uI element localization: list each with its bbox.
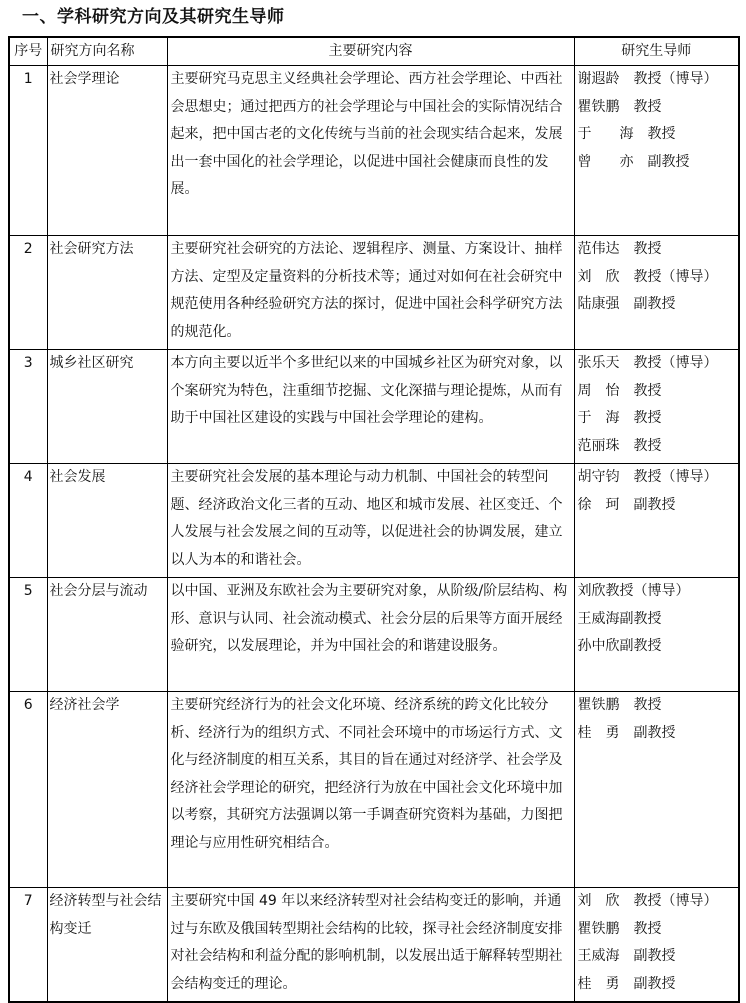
advisor-entry: 瞿铁鹏 教授: [577, 697, 662, 713]
advisor-entry: 张乐天 教授（博导）: [577, 355, 718, 371]
row-number: 4: [9, 464, 47, 578]
row-number: 6: [9, 692, 47, 888]
direction-name: 经济转型与社会结构变迁: [47, 888, 167, 1002]
advisor-list: [574, 66, 739, 236]
advisor-entry: 王威海副教授: [577, 610, 662, 627]
advisor-list: [574, 350, 739, 464]
table-row: [9, 66, 739, 236]
research-content: 主要研究中国 49 年以来经济转型对社会结构变迁的影响，并通过与东欧及俄国转型期社会结构的比较，探寻社会经济制度安排对社会结构和利益分配的影响机制，以发展出适于解释转型期社会结构变迁的理论。: [167, 888, 574, 1002]
table-row: [9, 464, 739, 578]
advisor-entry: 桂 勇 副教授: [577, 975, 676, 992]
section-heading: 一、学科研究方向及其研究生导师: [22, 7, 285, 27]
advisor-entry: 曾 亦 副教授: [577, 153, 690, 170]
advisor-entry: 刘 欣 教授（博导）: [577, 268, 718, 285]
row-number: 7: [9, 888, 47, 1002]
advisor-entry: 瞿铁鹏 教授: [577, 920, 662, 937]
header-advisors: 研究生导师: [574, 37, 739, 66]
research-content: 主要研究社会发展的基本理论与动力机制、中国社会的转型问题、经济政治文化三者的互动、地区和城市发展、社区变迁、个人发展与社会发展之间的互动等，以促进社会的协调发展，建立以人为本的和谐社会。: [167, 464, 574, 578]
row-number: 5: [9, 578, 47, 692]
advisor-entry: 刘欣教授（博导）: [577, 583, 690, 599]
advisor-entry: 徐 珂 副教授: [577, 496, 676, 513]
research-content: 主要研究社会研究的方法论、逻辑程序、测量、方案设计、抽样方法、定型及定量资料的分析技术等；通过对如何在社会研究中规范使用各种经验研究方法的探讨，促进中国社会科学研究方法的规范化。: [167, 236, 574, 350]
research-content: 以中国、亚洲及东欧社会为主要研究对象，从阶级/阶层结构、构形、意识与认同、社会流动模式、社会分层的后果等方面开展经验研究，以发展理论，并为中国社会的和谐建设服务。: [167, 578, 574, 692]
advisor-entry: 孙中欣副教授: [577, 638, 662, 655]
research-content: 主要研究经济行为的社会文化环境、经济系统的跨文化比较分析、经济行为的组织方式、不同社会环境中的市场运行方式、文化与经济制度的相互关系，其目的旨在通过对经济学、社会学及经济社会学理论的研究，把经济行为放在中国社会文化环境中加以考察，其研究方法强调以第一手调查研究资料为基础，力图把理论与应用性研究相结合。: [167, 692, 574, 888]
row-number: 1: [9, 66, 47, 236]
row-number: 2: [9, 236, 47, 350]
direction-name: 城乡社区研究: [47, 350, 167, 464]
advisor-entry: 刘 欣 教授（博导）: [577, 893, 718, 909]
advisor-entry: 瞿铁鹏 教授: [577, 98, 662, 115]
advisor-entry: 于 海 教授: [577, 410, 662, 427]
header-direction: 研究方向名称: [47, 37, 167, 66]
advisor-entry: 桂 勇 副教授: [577, 724, 676, 741]
direction-name: 社会学理论: [47, 66, 167, 236]
direction-name: 经济社会学: [47, 692, 167, 888]
table-row: [9, 578, 739, 692]
advisor-entry: 王威海 副教授: [577, 948, 676, 965]
advisor-list: [574, 578, 739, 692]
advisor-list: [574, 236, 739, 350]
table-row: [9, 350, 739, 464]
direction-name: 社会发展: [47, 464, 167, 578]
advisor-entry: 范伟达 教授: [577, 241, 662, 257]
research-content: 主要研究马克思主义经典社会学理论、西方社会学理论、中西社会思想史；通过把西方的社会学理论与中国社会的实际情况结合起来，把中国古老的文化传统与当前的社会现实结合起来，发展出一套中国化的社会学理论，以促进中国社会健康而良性的发展。: [167, 66, 574, 236]
direction-name: 社会研究方法: [47, 236, 167, 350]
advisor-list: [574, 692, 739, 888]
header-content: 主要研究内容: [167, 37, 574, 66]
research-content: 本方向主要以近半个多世纪以来的中国城乡社区为研究对象，以个案研究为特色，注重细节挖掘、文化深描与理论提炼，从而有助于中国社区建设的实践与中国社会学理论的建构。: [167, 350, 574, 464]
advisor-entry: 范丽珠 教授: [577, 437, 662, 454]
advisor-entry: 陆康强 副教授: [577, 296, 676, 313]
table-row: [9, 692, 739, 888]
advisor-entry: 于 海 教授: [577, 126, 676, 143]
row-number: 3: [9, 350, 47, 464]
advisor-list: [574, 464, 739, 578]
table-header-row: [9, 37, 739, 66]
advisor-entry: 谢遐龄 教授（博导）: [577, 71, 718, 87]
table-row: [9, 236, 739, 350]
advisor-entry: 胡守钧 教授（博导）: [577, 469, 718, 485]
header-no: 序号: [9, 37, 47, 66]
advisor-list: [574, 888, 739, 1002]
advisor-entry: 周 怡 教授: [577, 382, 662, 399]
direction-name: 社会分层与流动: [47, 578, 167, 692]
research-directions-table: [8, 36, 740, 1003]
table-row: [9, 888, 739, 1002]
